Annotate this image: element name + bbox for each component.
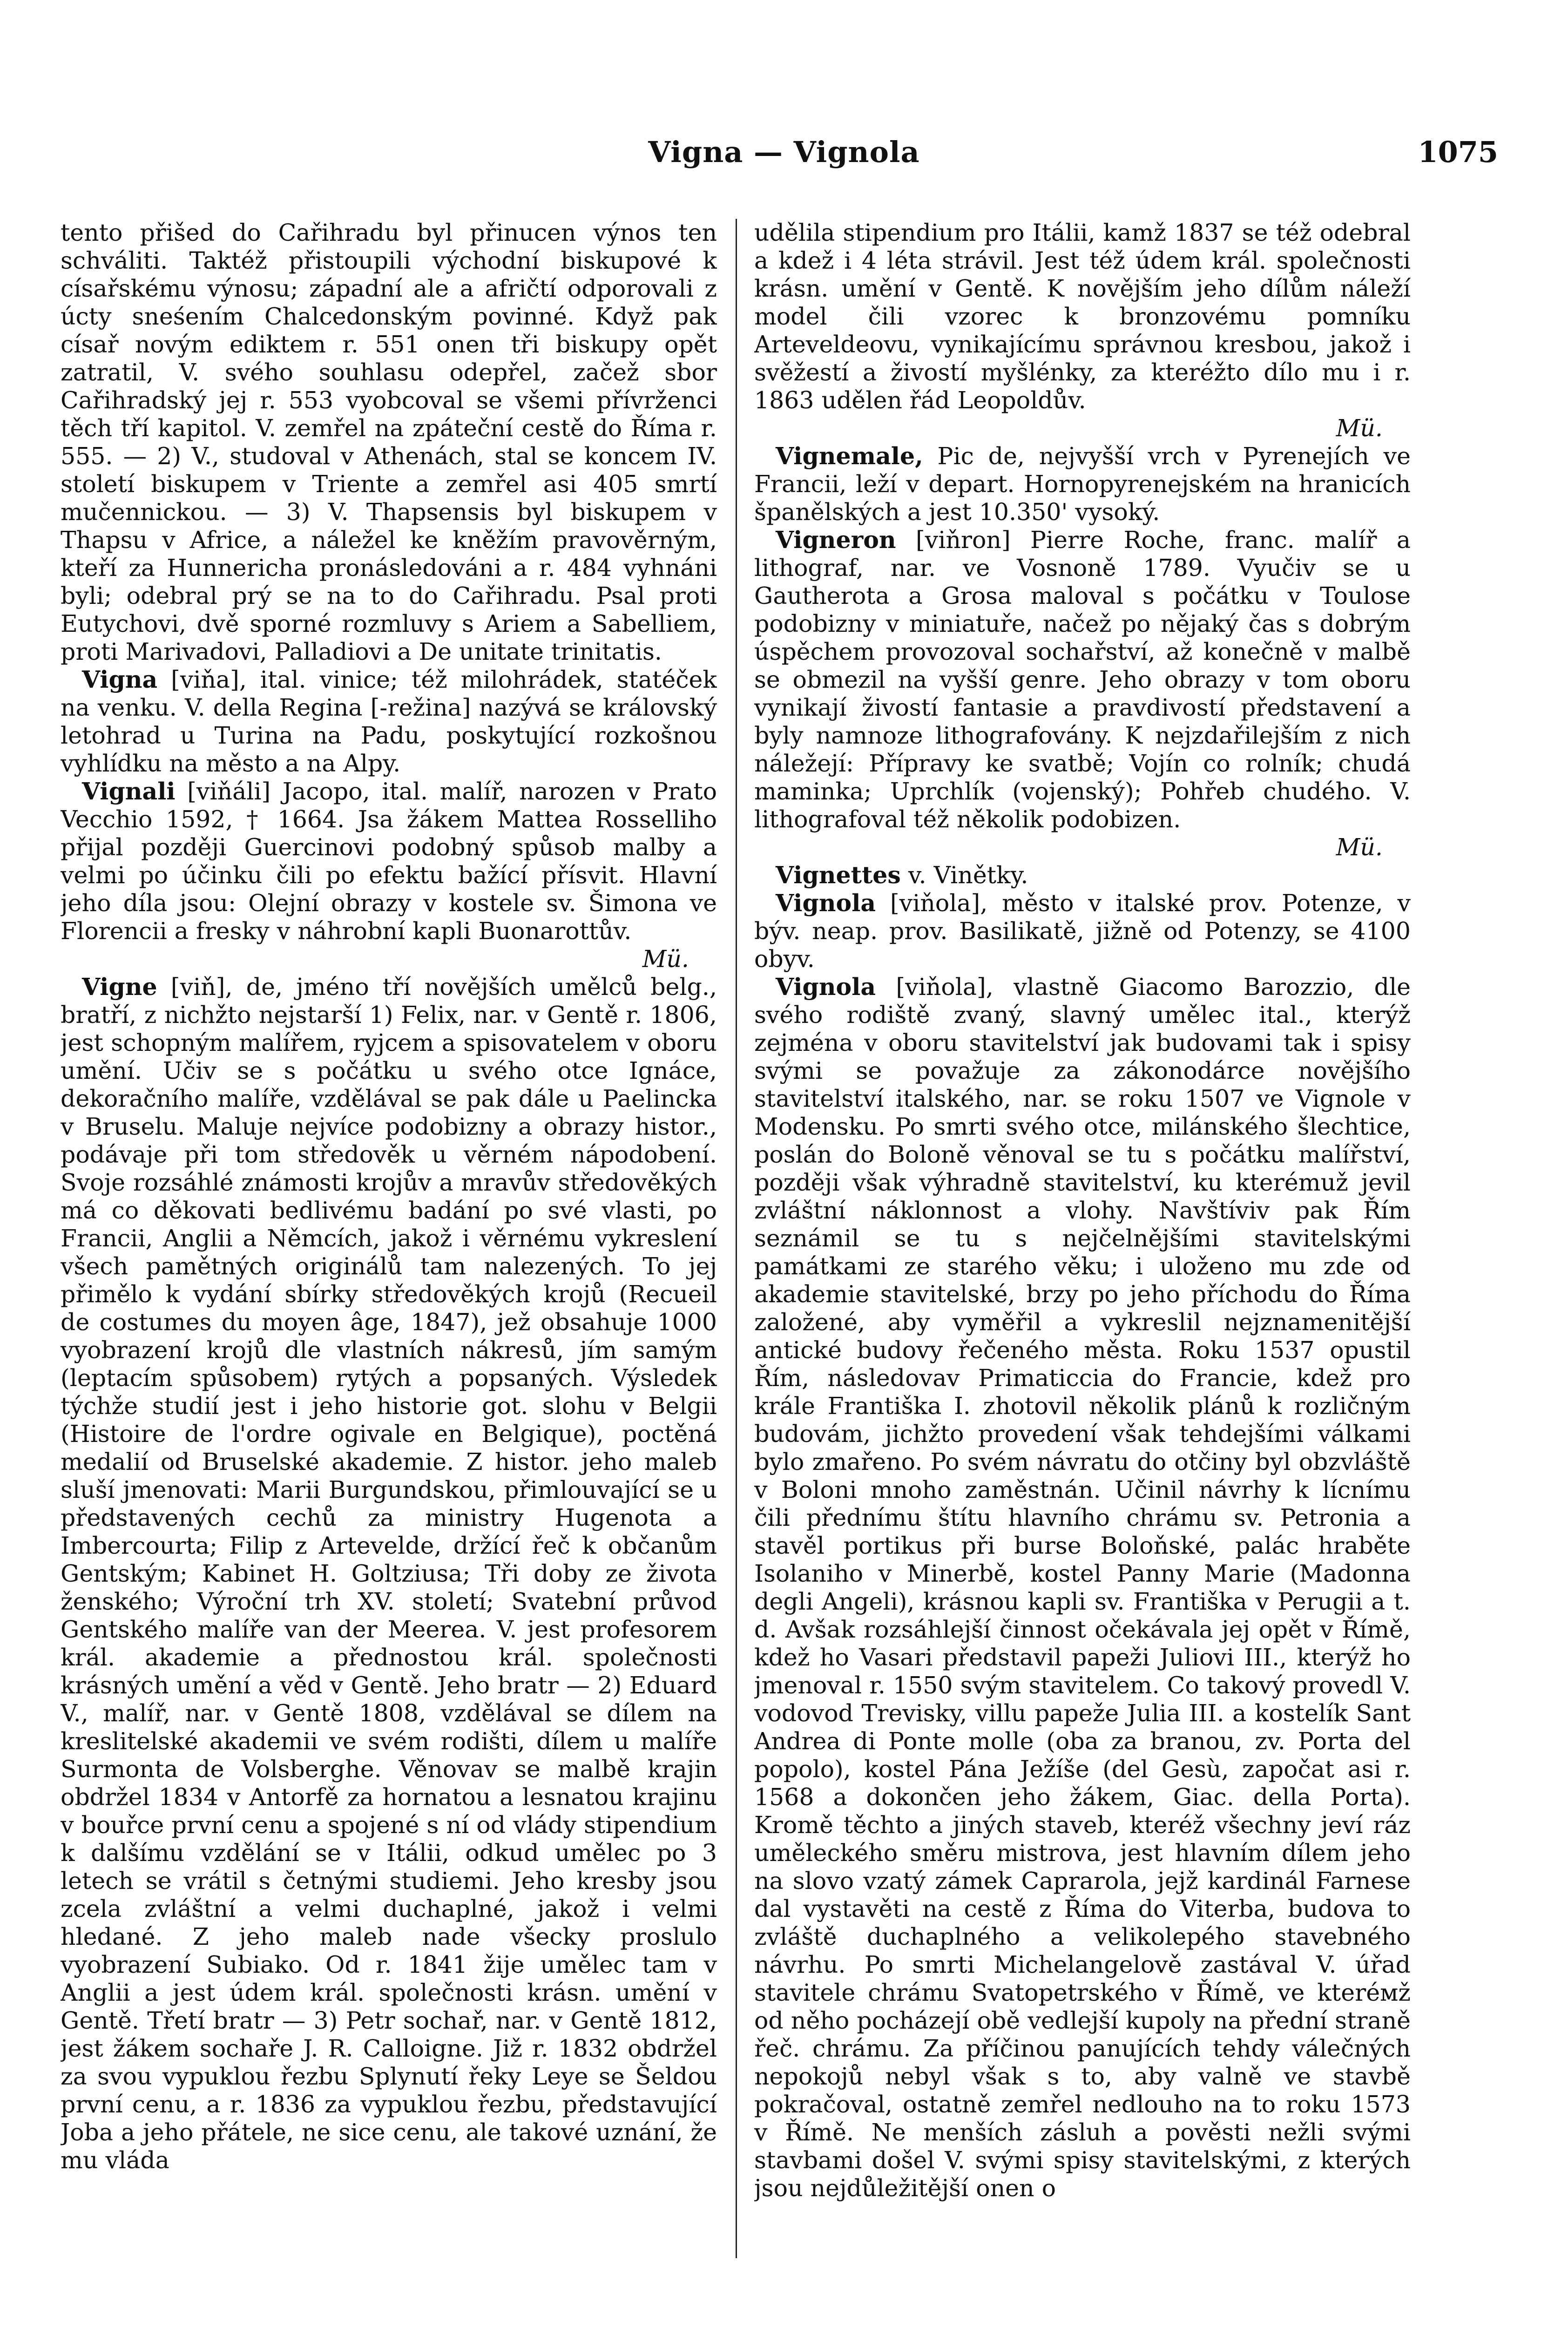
entry-headword: Vigna [82,666,158,693]
author-signature: Mü. [642,945,689,973]
author-signature: Mü. [1336,414,1383,442]
entry-vigne [61,973,717,2174]
entry-text: v. Vinětky. [908,861,1028,889]
entry-vigneron [754,526,1411,861]
entry-vignemale [754,442,1411,526]
entry-headword: Vignola [776,889,876,917]
page-number: 1075 [1418,135,1498,169]
entry-text: [viňáli] Jacopo, ital. malíř, narozen v Prato Vecchio 1592, † 1664. Jsa žákem Mattea Rosselliho přijal později Guercinovi podobný spůsob malby a velmi po účinku čili po efektu bažící přísvit. Hlavní jeho díla jsou: Olejní obrazy v kostele sv. Šimona ve Florencii a fresky v náhrobní kapli Buonarottův. [61,778,717,945]
entry-vignola-architect [754,973,1411,2202]
running-head: Vigna — Vignola [648,135,920,169]
entry-vignali [61,778,717,973]
entry-text: [viňa], ital. vinice; též milohrádek, statéček na venku. V. della Regina [-režina] nazývá se královský letohrad u Turina na Padu, poskytující rozkošnou vyhlídku na město a na Alpy. [61,666,717,777]
entry-vignettes [754,861,1411,889]
entry-text: [viňola], vlastně Giacomo Barozzio, dle svého rodiště zvaný, slavný umělec ital., kterýž zejména v oboru stavitelství jak budovami tak i spisy svými se považuje za zákonodárce novějšího stavitelství italského, nar. se roku 1507 ve Vignole v Modensku. Po smrti svého otce, milánského šlechtice, poslán do Boloně věnoval se tu s počátku malířství, později však výhradně stavitelství, ku kterémuž jevil zvláštní náklonnost a vlohy. Navštíviv pak Řím seznámil se tu s nejčelnějšími stavitelskými památkami ze starého věku; i uloženo mu zde od akademie stavitelské, brzy po jeho příchodu do Říma založené, aby vyměřil a vykreslil nejznamenitější antické budovy řečeného města. Roku 1537 opustil Řím, následovav Primaticcia do Francie, kdež pro krále Františka I. zhotovil několik plánů k rozličným budovám, jichžto provedení však tehdejšími válkami bylo zmařeno. Po svém návratu do otčiny byl obzvláště v Boloni mnoho zaměstnán. Učinil návrhy k lícnímu čili přednímu štítu hlavního chrámu sv. Petronia a stavěl portikus při burse Boloňské, palác hraběte Isolaniho v Minerbě, kostel Panny Marie (Madonna degli Angeli), krásnou kapli sv. Františka v Perugii a t. d. Avšak rozsáhlejší činnost očekávala jej opět v Římě, kdež ho Vasari představil papeži Juliovi III., kterýž ho jmenoval r. 1550 svým stavitelem. Co takový provedl V. vodovod Trevisky, villu papeže Julia III. a kostelík Sant Andrea di Ponte molle (oba za branou, zv. Porta del popolo), kostel Pána Ježíše (del Gesù, započat asi r. 1568 a dokončen jeho žákem, Giac. della Porta). Kromě těchto a jiných staveb, kteréž všechny jeví ráz uměleckého směru mistrova, jest hlavním dílem jeho na slovo vzatý zámek Caprarola, jejž kardinál Farnese dal vystavěti na cestě z Říma do Viterba, budova to zvláště duchaplného a velikolepého stavebného návrhu. Po smrti Michelangelově zastával V. úřad stavitele chrámu Svatopetrského v Římě, ve kteréмž od něho pocházejí obě vedlejší kupoly na přední straně řeč. chrámu. Za příčinou panujících tehdy válečných nepokojů nebyl však s to, aby valně ve stavbě pokračoval, ostatně zemřel nedlouho na to roku 1573 v Římě. Ne menších zásluh a pověsti nežli svými stavbami došel V. svými spisy stavitelskými, z kterých jsou nejdůležitější onen o [754,973,1411,2202]
author-signature: Mü. [1336,833,1383,861]
entry-headword: Vigneron [776,526,896,554]
column-divider [736,219,737,2258]
entry-vigilius-continued [61,219,717,666]
entry-headword: Vignettes [776,861,901,889]
entry-headword: Vignola [776,973,876,1001]
entry-text: [viňron] Pierre Roche, franc. malíř a lithograf, nar. ve Vosnoně 1789. Vyučiv se u Gautherota a Grosa maloval s počátku v Toulose podobizny v miniatuře, načež po nějaký čas s dobrým úspěchem provozoval sochařství, až konečně v malbě se obmezil na vyšší genre. Jeho obrazy v tom oboru vynikají živostí fantasie a pravdivostí představení a byly namnoze lithografovány. K nejzdařilejším z nich náležejí: Přípravy ke svatbě; Vojín co rolník; chudá maminka; Uprchlík (vojenský); Pohřeb chudého. V. lithografoval též několik podobizen. [754,526,1411,833]
right-column [754,219,1411,2300]
left-column [61,219,717,2300]
entry-text: [viň], de, jméno tří novějších umělců belg., bratří, z nichžto nejstarší 1) Felix, nar. v Gentě r. 1806, jest schopným malířem, ryjcem a spisovatelem v oboru umění. Učiv se s počátku u svého otce Ignáce, dekoračního malíře, vzdělával se pak dále u Paelincka v Bruselu. Maluje nejvíce podobizny a obrazy histor., podávaje při tom středověk u věrném nápodobení. Svoje rozsáhlé známosti krojův a mravův středověkých má co děkovati bedlivému badání po své vlasti, po Francii, Anglii a Němcích, jakož i věrnému vykreslení všech pamětných originálů tam nalezených. To jej přimělo k vydání sbírky středověkých krojů (Recueil de costumes du moyen âge, 1847), jež obsahuje 1000 vyobrazení krojů dle vlastních nákresů, jím samým (leptacím spůsobem) rytých a popsaných. Výsledek týchže studií jest i jeho historie got. slohu v Belgii (Histoire de l'ordre ogivale en Belgique), poctěná medalií od Bruselské akademie. Z histor. jeho maleb sluší jmenovati: Marii Burgundskou, přimlouvající se u představených cechů za ministry Hugenota a Imbercourta; Filip z Artevelde, držící řeč k občanům Gentským; Kabinet H. Goltziusa; Tři doby ze života ženského; Výroční trh XV. století; Svatební průvod Gentského malíře van der Meerea. V. jest profesorem král. akademie a přednostou král. společnosti krásných umění a věd v Gentě. Jeho bratr — 2) Eduard V., malíř, nar. v Gentě 1808, vzdělával se dílem na kreslitelské akademii ve svém rodišti, dílem u malíře Surmonta de Volsberghe. Věnovav se malbě krajin obdržel 1834 v Antorfě za hornatou a lesnatou krajinu v bouřce první cenu a spojené s ní od vlády stipendium k dalšímu vzdělání se v Itálii, odkud umělec po 3 letech se vrátil s četnými studiemi. Jeho kresby jsou zcela zvláštní a velmi duchaplné, jakož i velmi hledané. Z jeho maleb nade všecky proslulo vyobrazení Subiako. Od r. 1841 žije umělec tam v Anglii a jest údem král. společnosti krásn. umění v Gentě. Třetí bratr — 3) Petr sochař, nar. v Gentě 1812, jest žákem sochaře J. R. Calloigne. Již r. 1832 obdržel za svou vypuklou řezbu Splynutí řeky Leye se Šeldou první cenu, a r. 1836 za vypuklou řezbu, představující Joba a jeho přátele, ne sice cenu, ale takové uznání, že mu vláda [61,973,717,2174]
entry-text: tento přišed do Cařihradu byl přinucen výnos ten schváliti. Taktéž přistoupili východní biskupové k císařskému výnosu; západní ale a afričtí odporovali z úcty sneśením Chalcedonským povinné. Když pak císař novým ediktem r. 551 onen tři biskupy opět zatratil, V. svého souhlasu odepřel, začež sbor Cařihradský jej r. 553 vyobcoval se všemi přívrženci těch tří kapitol. V. zemřel na zpáteční cestě do Říma r. 555. — 2) V., studoval v Athenách, stal se koncem IV. století biskupem v Triente a zemřel asi 405 smrtí mučennickou. — 3) V. Thapsensis byl biskupem v Thapsu v Africe, a náležel ke kněžím pravověrným, kteří za Hunnericha pronásledováni a r. 484 vyhnáni byli; odebral prý se na to do Cařihradu. Psal proti Eutychovi, dvě sporné rozmluvy s Ariem a Sabelliem, proti Marivadovi, Palladiovi a De unitate trinitatis. [61,219,717,665]
page-header [61,116,1507,182]
entry-vigna [61,666,717,778]
entry-text: [viňola], město v italské prov. Potenze, v býv. neap. prov. Basilikatě, jižně od Potenzy, se 4100 obyv. [754,889,1411,973]
entry-headword: Vignali [82,778,176,805]
entry-text: udělila stipendium pro Itálii, kamž 1837 se též odebral a kdež i 4 léta strávil. Jest též údem král. společnosti krásn. umění v Gentě. K novějším jeho dílům náleží model čili vzorec k bronzovému pomníku Arteveldeovu, vynikajícímu správnou kresbou, jakož i svěžestí a živostí myšlénky, za kteréžto dílo mu i r. 1863 udělen řád Leopoldův. [754,219,1411,414]
entry-headword: Vigne [82,973,157,1001]
entry-vignola-town [754,889,1411,973]
entry-text: Pic de, nejvyšší vrch v Pyrenejích ve Francii, leží v depart. Hornopyrenejském na hranicích španělských a jest 10.350' vysoký. [754,442,1411,526]
entry-headword: Vignemale, [776,442,923,470]
entry-vigne-continued [754,219,1411,442]
